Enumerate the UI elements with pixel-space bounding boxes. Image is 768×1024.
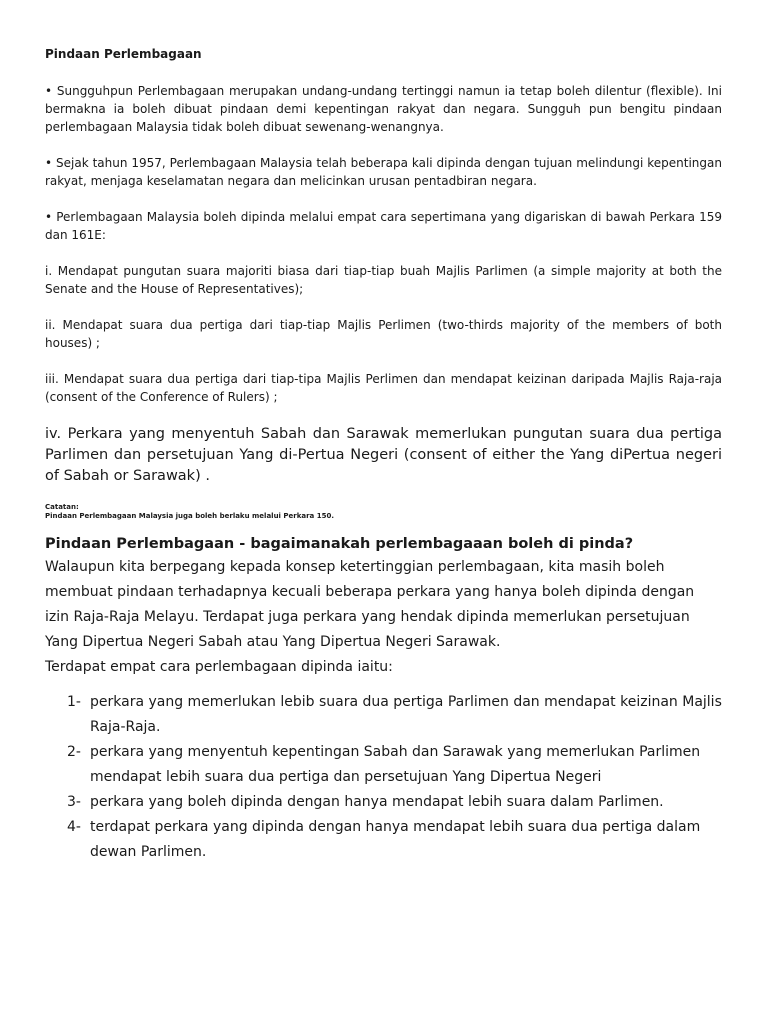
document-title: Pindaan Perlembagaan — [45, 47, 202, 61]
list-number: 2- — [67, 744, 81, 760]
paragraph-way-iii: iii. Mendapat suara dua pertiga dari tiap-tipa Majlis Perlimen dan mendapat keizinan daripada Majlis Raja-raja (consent of the Conference of Rulers) ; — [45, 372, 722, 404]
list-item — [67, 740, 722, 790]
amendment-list — [67, 690, 722, 865]
list-item — [67, 815, 722, 865]
paragraph-four-ways: • Perlembagaan Malaysia boleh dipinda melalui empat cara sepertimana yang digariskan di bawah Perkara 159 dan 161E: — [45, 210, 722, 242]
list-number: 3- — [67, 794, 81, 810]
section-body: Walaupun kita berpegang kepada konsep ketertinggian perlembagaan, kita masih boleh membuat pindaan terhadapnya kecuali beberapa perkara yang hanya boleh dipinda dengan izin Raja-Raja Melayu. Terdapat juga perkara yang hendak dipinda memerlukan persetujuan Yang Dipertua Negeri Sabah atau Yang Dipertua Negeri Sarawak. — [45, 559, 695, 650]
list-item — [67, 690, 722, 740]
list-text: terdapat perkara yang dipinda dengan hanya mendapat lebih suara dua pertiga dalam dewan Parlimen. — [90, 819, 701, 860]
section-heading: Pindaan Perlembagaan - bagaimanakah perlembagaaan boleh di pinda? — [45, 536, 634, 552]
paragraph-flexible: • Sungguhpun Perlembagaan merupakan undang-undang tertinggi namun ia tetap boleh dilentur (flexible). Ini bermakna ia boleh dibuat pindaan demi kepentingan rakyat dan negara. Sungguh pun bengitu pindaan perlembagaan Malaysia tidak boleh dibuat sewenang-wenangnya. — [45, 84, 722, 134]
paragraph-since-1957: • Sejak tahun 1957, Perlembagaan Malaysia telah beberapa kali dipinda dengan tujuan melindungi kepentingan rakyat, menjaga keselamatan negara dan melicinkan urusan pentadbiran negara. — [45, 156, 722, 188]
note-block — [45, 503, 722, 521]
paragraph-way-i: i. Mendapat pungutan suara majoriti biasa dari tiap-tiap buah Majlis Parlimen (a simple majority at both the Senate and the House of Representatives); — [45, 264, 722, 296]
list-text: perkara yang memerlukan lebib suara dua pertiga Parlimen dan mendapat keizinan Majlis Raja-Raja. — [90, 694, 722, 735]
list-number: 1- — [67, 694, 81, 710]
document-page — [45, 46, 722, 865]
note-label: Catatan: — [45, 503, 79, 511]
section-intro: Terdapat empat cara perlembagaan dipinda iaitu: — [45, 659, 393, 675]
list-number: 4- — [67, 819, 81, 835]
note-text: Pindaan Perlembagaan Malaysia juga boleh berlaku melalui Perkara 150. — [45, 512, 334, 520]
list-text: perkara yang menyentuh kepentingan Sabah dan Sarawak yang memerlukan Parlimen mendapat lebih suara dua pertiga dan persetujuan Yang Dipertua Negeri — [90, 744, 701, 785]
list-text: perkara yang boleh dipinda dengan hanya mendapat lebih suara dalam Parlimen. — [90, 794, 664, 810]
paragraph-way-iv: iv. Perkara yang menyentuh Sabah dan Sarawak memerlukan pungutan suara dua pertiga Parlimen dan persetujuan Yang di-Pertua Negeri (consent of either the Yang diPertua negeri of Sabah or Sarawak) . — [45, 426, 722, 484]
paragraph-way-ii: ii. Mendapat suara dua pertiga dari tiap-tiap Majlis Perlimen (two-thirds majority of the members of both houses) ; — [45, 318, 722, 350]
list-item — [67, 790, 722, 815]
